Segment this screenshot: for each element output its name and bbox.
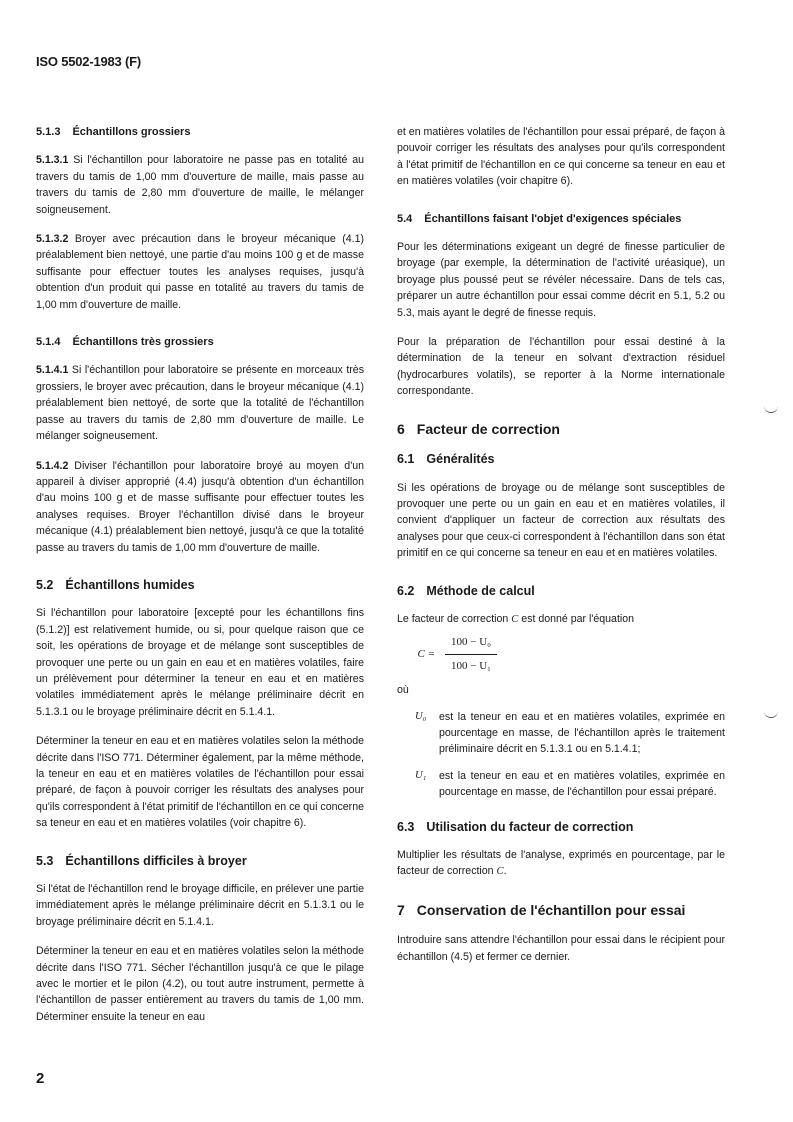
section-5-1-3-heading	[36, 124, 364, 140]
section-6-heading	[397, 421, 725, 437]
section-title: Facteur de correction	[416, 420, 560, 437]
paragraph-5-1-3-1	[36, 152, 364, 218]
paragraph-5-2-b: Déterminer la teneur en eau et en matières volatiles selon la méthode décrite dans l'ISO 771. Déterminer également, par la même méthode, la teneur en eau et en matières volatiles de l'échantillon pour essai préparé, de façon à pouvoir corriger les résultats des analyses pour qu'ils correspondent à l'état primitif de l'échantillon en ce qui concerne sa teneur en eau et en matières volatiles (voir chapitre 6).	[36, 735, 364, 830]
paragraph-7: Introduire sans attendre l'échantillon pour essai dans le récipient pour échantillon (4.5) et fermer ce dernier.	[397, 934, 725, 963]
text: .	[503, 865, 507, 878]
paragraph-text: Diviser l'échantillon pour laboratoire broyé au moyen d'un appareil à diviser approprié (4.4) jusqu'à obtention d'un échantillon d'au moins 100 g et de masse suffisante pour effectuer toutes les analyses requises. Broyer l'échantillon divisé dans le broyeur mécanique (4.1) préalablement bien nettoyé, jusqu'à ce que la totalité passe au travers du tamis de 1,00 mm d'ouverture de maille.	[36, 459, 364, 554]
paragraph-6-2	[397, 611, 725, 628]
paragraph-6-3	[397, 847, 725, 881]
section-number: 7	[397, 901, 405, 918]
section-5-4-heading	[397, 211, 725, 227]
section-number: 5.1.3	[36, 126, 61, 138]
paragraph-number: 5.1.3.1	[36, 154, 69, 167]
paragraph-6-1: Si les opérations de broyage ou de mélange sont susceptibles de provoquer une perte ou un gain en eau et en matières volatiles, il convient d'appliquer un facteur de correction aux résultats des analyses pour que ceux-ci correspondent à l'échantillon dans son état primitif en ce qui concerne sa teneur en eau et en matières volatiles.	[397, 481, 725, 560]
paragraph-number: 5.1.3.2	[36, 233, 69, 246]
variable-c: C	[496, 866, 504, 878]
section-title: Échantillons humides	[65, 577, 195, 592]
section-number: 6.3	[397, 819, 415, 834]
paragraph-5-1-4-1	[36, 362, 364, 444]
paragraph-5-4-a: Pour les déterminations exigeant un degré de finesse particulier de broyage (par exemple, la détermination de l'activité uréasique), un broyage plus poussé peut se révéler nécessaire. Dans de tels cas, préparer un autre échantillon pour essai comme décrit en 5.1, 5.2 ou 5.3, mais ayant le degré de finesse requis.	[397, 241, 725, 319]
text: Multiplier les résultats de l'analyse, exprimés en pourcentage, par le facteur de correction	[397, 849, 725, 878]
definition-symbol: U₁	[415, 769, 427, 781]
section-5-2-heading	[36, 577, 364, 593]
section-title: Conservation de l'échantillon pour essai	[416, 901, 686, 918]
paragraph-5-4-b: Pour la préparation de l'échantillon pour essai destiné à la détermination de la teneur en solvant d'extraction résiduel (hydrocarbures volatils), se reporter à la Norme internationale correspondante.	[397, 336, 725, 398]
section-6-3-heading	[397, 819, 725, 835]
paragraph-text: Broyer avec précaution dans le broyeur mécanique (4.1) préalablement bien nettoyé, une partie d'au moins 100 g et de masse suffisante pour effectuer toutes les analyses requises, jusqu'à obtention d'un produit qui passe en totalité au travers du tamis de 1,00 mm d'ouverture de maille.	[36, 233, 364, 311]
definition-u1	[415, 768, 725, 801]
definition-text: est la teneur en eau et en matières volatiles, exprimée en pourcentage en masse, de l'échantillon après le traitement préliminaire décrit en 5.1.3.1 ou en 5.1.4.1;	[439, 710, 725, 756]
section-number: 6	[397, 420, 405, 437]
formula-fraction	[445, 634, 497, 674]
right-column	[397, 124, 725, 978]
section-7-heading	[397, 902, 725, 918]
paragraph-5-3-b: Déterminer la teneur en eau et en matières volatiles selon la méthode décrite dans l'ISO 771. Sécher l'échantillon jusqu'à ce que le pilage avec le mortier et le pilon (4.2), ou tout autre instrument, permette à l'échantillon de passer entièrement au travers du tamis de 1,00 mm. Déterminer ensuite la teneur en eau	[36, 945, 364, 1023]
left-column	[36, 124, 364, 1038]
formula-denominator: 100 − U₁	[451, 659, 491, 672]
correction-formula	[397, 634, 725, 674]
section-number: 5.3	[36, 853, 54, 868]
section-title: Méthode de calcul	[426, 583, 535, 598]
section-title: Généralités	[426, 452, 495, 467]
document-header: ISO 5502-1983 (F)	[36, 54, 141, 69]
text: Le facteur de correction	[397, 612, 512, 625]
paragraph-text: Si l'échantillon pour laboratoire ne passe pas en totalité au travers du tamis de 1,00 mm d'ouverture de maille, mais passe au travers du tamis de 2,80 mm d'ouverture de maille, le mélanger soigneusement.	[36, 154, 364, 216]
paragraph-5-3-a: Si l'état de l'échantillon rend le broyage difficile, en prélever une partie immédiatement après le mélange préliminaire décrit en 5.1.3.1 ou le broyage préliminaire décrit en 5.1.4.1.	[36, 883, 364, 928]
formula-numerator: 100 − U₀	[445, 634, 497, 654]
section-number: 5.2	[36, 577, 54, 592]
variable-c: C	[511, 613, 519, 625]
paragraph-5-2-a: Si l'échantillon pour laboratoire [excepté pour les échantillons fins (5.1.2)] est relativement humide, ou si, pour quelque raison que ce soit, les opérations de broyage et de mélange sont susceptibles de provoquer une perte ou un gain en eau et en matières volatiles, faire un prélèvement pour déterminer la teneur en eau et en matières volatiles immédiatement après le mélange préliminaire décrit en 5.1.3.1 ou le broyage préliminaire décrit en 5.1.4.1.	[36, 607, 364, 718]
paragraph-number: 5.1.4.1	[36, 364, 69, 377]
section-number: 6.1	[397, 452, 415, 467]
section-title: Échantillons grossiers	[72, 126, 191, 138]
section-title: Échantillons faisant l'objet d'exigences spéciales	[424, 212, 682, 225]
section-6-1-heading	[397, 451, 725, 467]
paragraph-5-1-3-2	[36, 231, 364, 313]
paragraph-5-3-continued: et en matières volatiles de l'échantillon pour essai préparé, de façon à pouvoir corriger les résultats des analyses pour qu'ils correspondent à l'état primitif de l'échantillon en ce qui concerne sa teneur en eau et en matières volatiles (voir chapitre 6).	[397, 126, 725, 188]
section-number: 5.1.4	[36, 336, 61, 349]
section-5-3-heading	[36, 853, 364, 869]
paragraph-number: 5.1.4.2	[36, 459, 69, 472]
margin-mark	[764, 405, 778, 413]
definition-symbol: U₀	[415, 710, 427, 722]
section-number: 6.2	[397, 583, 415, 598]
section-title: Échantillons très grossiers	[72, 336, 214, 349]
paragraph-5-1-4-2	[36, 458, 364, 556]
section-title: Échantillons difficiles à broyer	[65, 853, 247, 868]
section-5-1-4-heading	[36, 334, 364, 350]
section-6-2-heading	[397, 583, 725, 599]
formula-lhs: C =	[417, 648, 435, 661]
page-number: 2	[36, 1070, 45, 1087]
margin-mark	[764, 710, 778, 718]
where-label: où	[397, 684, 409, 697]
definition-u0	[415, 709, 725, 758]
text: est donné par l'équation	[518, 612, 635, 625]
definition-text: est la teneur en eau et en matières volatiles, exprimée en pourcentage en masse, de l'échantillon pour essai préparé.	[439, 769, 725, 799]
section-number: 5.4	[397, 212, 413, 225]
paragraph-text: Si l'échantillon pour laboratoire se présente en morceaux très grossiers, le broyer avec précaution, dans le broyeur mécanique (4.1) préalablement bien nettoyé, de sorte que la totalité de l'échantillon passe au travers du tamis de 2,80 mm d'ouverture de maille. Le mélanger soigneusement.	[36, 364, 364, 443]
section-title: Utilisation du facteur de correction	[426, 819, 634, 834]
